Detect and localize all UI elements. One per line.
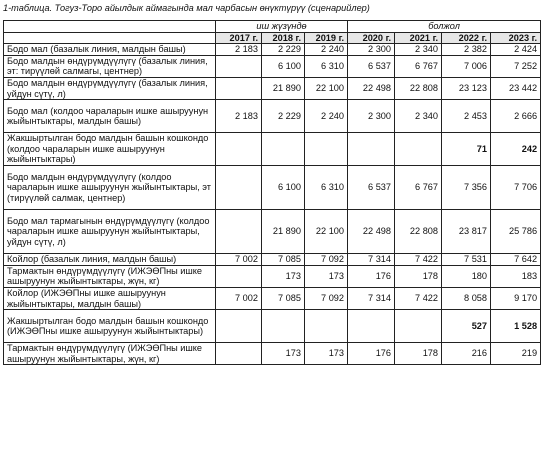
- livestock-table: [3, 20, 541, 365]
- value-cell: 6 100: [262, 55, 305, 77]
- table-row: [4, 133, 541, 166]
- value-cell: 176: [348, 343, 395, 365]
- value-cell: 23 442: [491, 77, 541, 99]
- value-cell: 7 422: [395, 287, 442, 309]
- value-cell: 7 085: [262, 287, 305, 309]
- value-cell: 219: [491, 343, 541, 365]
- value-cell: 7 314: [348, 287, 395, 309]
- value-cell: 2 229: [262, 100, 305, 133]
- value-cell: 23 123: [442, 77, 491, 99]
- value-cell: 176: [348, 265, 395, 287]
- value-cell: 1 528: [491, 310, 541, 343]
- value-cell: 7 092: [305, 287, 348, 309]
- header-year: 2018 г.: [262, 32, 305, 44]
- value-cell: 2 300: [348, 44, 395, 56]
- header-year-row: [4, 32, 541, 44]
- value-cell: 2 240: [305, 44, 348, 56]
- value-cell: 9 170: [491, 287, 541, 309]
- value-cell: [395, 310, 442, 343]
- value-cell: 6 310: [305, 55, 348, 77]
- row-label: Бодо малдын өндүрүмдүүлүгү (базалык линия, эт: тирүүлөй салмагы, центнер): [4, 55, 216, 77]
- value-cell: 7 356: [442, 166, 491, 210]
- value-cell: 2 183: [216, 100, 262, 133]
- value-cell: 173: [262, 343, 305, 365]
- row-label: Бодо мал (колдоо чараларын ишке ашыруунун жыйынтыктары, малдын башы): [4, 100, 216, 133]
- value-cell: 7 706: [491, 166, 541, 210]
- value-cell: 7 085: [262, 254, 305, 266]
- value-cell: 6 767: [395, 166, 442, 210]
- value-cell: [216, 166, 262, 210]
- value-cell: 22 808: [395, 210, 442, 254]
- row-label: Бодо мал (базалык линия, малдын башы): [4, 44, 216, 56]
- value-cell: 242: [491, 133, 541, 166]
- value-cell: 6 537: [348, 55, 395, 77]
- value-cell: [348, 133, 395, 166]
- header-year: 2019 г.: [305, 32, 348, 44]
- value-cell: 178: [395, 265, 442, 287]
- value-cell: 7 531: [442, 254, 491, 266]
- header-corner-cell: [4, 21, 216, 33]
- row-label: Бодо мал тармагынын өндүрүмдүүлүгү (колдоо чараларын ишке ашыруунун жыйынтыктары, уйдун сүтү, л): [4, 210, 216, 254]
- value-cell: 8 058: [442, 287, 491, 309]
- value-cell: 2 229: [262, 44, 305, 56]
- value-cell: 183: [491, 265, 541, 287]
- value-cell: 527: [442, 310, 491, 343]
- value-cell: [216, 265, 262, 287]
- table-body: [4, 21, 541, 365]
- value-cell: 7 252: [491, 55, 541, 77]
- value-cell: 2 300: [348, 100, 395, 133]
- value-cell: [216, 310, 262, 343]
- value-cell: 7 002: [216, 254, 262, 266]
- value-cell: [348, 310, 395, 343]
- value-cell: 6 767: [395, 55, 442, 77]
- header-year: 2021 г.: [395, 32, 442, 44]
- header-year: 2023 г.: [491, 32, 541, 44]
- header-label-cell: [4, 32, 216, 44]
- value-cell: 2 424: [491, 44, 541, 56]
- row-label: Жакшыртылган бодо малдын башын кошкондо (колдоо чараларын ишке ашыруунун жыйынтыктары): [4, 133, 216, 166]
- table-caption: 1-таблица. Тогуз-Торо айылдык аймагында мал чарбасын өнүктүрүү (сценарийлер): [3, 3, 370, 13]
- row-label: Тармактын өндүрүмдүүлүгү (ИЖЭӨПны ишке ашыруунун жыйынтыктары, жүн, кг): [4, 265, 216, 287]
- row-label: Бодо малдын өндүрүмдүүлүгү (базалык линия, уйдун сүтү, л): [4, 77, 216, 99]
- header-year: 2017 г.: [216, 32, 262, 44]
- table-row: [4, 55, 541, 77]
- value-cell: 22 100: [305, 210, 348, 254]
- table-row: [4, 343, 541, 365]
- header-group-actual: иш жүзүндө: [216, 21, 348, 33]
- value-cell: 216: [442, 343, 491, 365]
- row-label: Бодо малдын өндүрүмдүүлүгү (колдоо чараларын ишке ашыруунун жыйынтыктары, эт (тирүүлөй салмак, центнер): [4, 166, 216, 210]
- table-row: [4, 265, 541, 287]
- value-cell: [305, 310, 348, 343]
- value-cell: 71: [442, 133, 491, 166]
- value-cell: 7 092: [305, 254, 348, 266]
- header-year: 2020 г.: [348, 32, 395, 44]
- value-cell: 173: [305, 343, 348, 365]
- table-row: [4, 210, 541, 254]
- value-cell: 22 808: [395, 77, 442, 99]
- value-cell: 2 183: [216, 44, 262, 56]
- value-cell: 180: [442, 265, 491, 287]
- table-row: [4, 254, 541, 266]
- value-cell: [216, 77, 262, 99]
- value-cell: [216, 133, 262, 166]
- value-cell: 21 890: [262, 77, 305, 99]
- value-cell: 7 002: [216, 287, 262, 309]
- header-group-row: [4, 21, 541, 33]
- value-cell: 22 100: [305, 77, 348, 99]
- value-cell: 21 890: [262, 210, 305, 254]
- value-cell: 7 422: [395, 254, 442, 266]
- value-cell: 7 642: [491, 254, 541, 266]
- value-cell: 2 240: [305, 100, 348, 133]
- value-cell: [262, 310, 305, 343]
- value-cell: 173: [262, 265, 305, 287]
- table-row: [4, 44, 541, 56]
- table-row: [4, 310, 541, 343]
- value-cell: 7 314: [348, 254, 395, 266]
- table-row: [4, 77, 541, 99]
- row-label: Койлор (базалык линия, малдын башы): [4, 254, 216, 266]
- value-cell: [395, 133, 442, 166]
- value-cell: 2 453: [442, 100, 491, 133]
- row-label: Жакшыртылган бодо малдын башын кошкондо (ИЖЭӨПны ишке ашыруунун жыйынтыктары): [4, 310, 216, 343]
- header-group-forecast: болжол: [348, 21, 541, 33]
- table-row: [4, 100, 541, 133]
- table-row: [4, 166, 541, 210]
- value-cell: 2 666: [491, 100, 541, 133]
- value-cell: [216, 55, 262, 77]
- value-cell: [216, 210, 262, 254]
- row-label: Тармактын өндүрүмдүүлүгү (ИЖЭӨПны ишке ашыруунун жыйынтыктары, жүн, кг): [4, 343, 216, 365]
- value-cell: 22 498: [348, 210, 395, 254]
- value-cell: 25 786: [491, 210, 541, 254]
- value-cell: [216, 343, 262, 365]
- value-cell: 2 340: [395, 100, 442, 133]
- value-cell: 173: [305, 265, 348, 287]
- value-cell: 178: [395, 343, 442, 365]
- value-cell: 6 310: [305, 166, 348, 210]
- value-cell: 2 382: [442, 44, 491, 56]
- value-cell: 2 340: [395, 44, 442, 56]
- table-row: [4, 287, 541, 309]
- value-cell: [305, 133, 348, 166]
- value-cell: 22 498: [348, 77, 395, 99]
- header-year: 2022 г.: [442, 32, 491, 44]
- value-cell: 7 006: [442, 55, 491, 77]
- row-label: Койлор (ИЖЭӨПны ишке ашыруунун жыйынтыктары, малдын башы): [4, 287, 216, 309]
- value-cell: 23 817: [442, 210, 491, 254]
- value-cell: [262, 133, 305, 166]
- value-cell: 6 100: [262, 166, 305, 210]
- value-cell: 6 537: [348, 166, 395, 210]
